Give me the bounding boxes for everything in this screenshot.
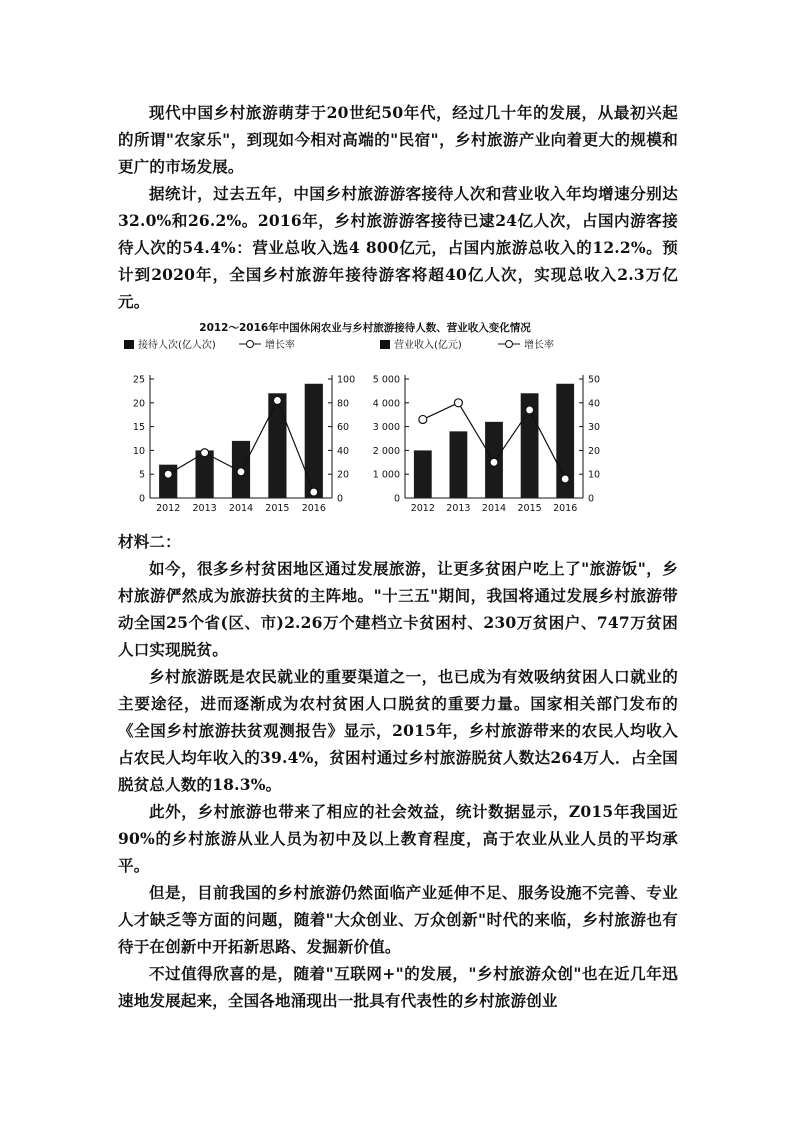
x-tick-label: 2016 — [301, 503, 326, 514]
bar — [414, 450, 432, 498]
x-tick-label: 2012 — [410, 503, 435, 514]
legend-bar-swatch — [380, 340, 390, 349]
x-tick-label: 2013 — [446, 503, 471, 514]
left-tick-label: 1 000 — [372, 469, 400, 481]
paragraph: 乡村旅游既是农民就业的重要渠道之一，也已成为有效吸纳贫困人口就业的主要途径，进而逐渐成为农村贫困人口脱贫的重要力量。国家相关部门发布的《全国乡村旅游扶贫观测报告》显示，2015年，乡村旅游带来的农民人均收入占农民人均年收入的39.4%，贫困村通过乡村旅游脱贫人数达264万人．占全国脱贫总人数的18.3%。 — [118, 667, 678, 794]
left-tick-label: 20 — [132, 398, 145, 410]
right-tick-label: 10 — [588, 469, 601, 481]
right-tick-label: 40 — [337, 445, 350, 457]
growth-point — [310, 488, 318, 496]
combined-chart — [118, 318, 612, 514]
chart-figure — [118, 318, 612, 514]
left-tick-label: 15 — [132, 422, 145, 434]
right-tick-label: 20 — [588, 445, 601, 457]
left-tick-label: 4 000 — [372, 398, 400, 410]
growth-point — [526, 406, 534, 414]
x-tick-label: 2015 — [517, 503, 542, 514]
chart-title: 2012～2016年中国休闲农业与乡村旅游接待人数、营业收入变化情况 — [199, 322, 531, 334]
left-tick-label: 3 000 — [372, 422, 400, 434]
x-tick-label: 2014 — [228, 503, 254, 514]
x-tick-label: 2013 — [192, 503, 217, 514]
bar — [268, 393, 286, 498]
x-tick-label: 2014 — [481, 503, 507, 514]
right-tick-label: 0 — [337, 493, 344, 505]
article-top-text — [118, 99, 678, 315]
x-tick-label: 2016 — [553, 503, 578, 514]
paragraph: 现代中国乡村旅游萌芽于20世纪50年代，经过几十年的发展，从最初兴起的所谓"农家乐"，到现如今相对高端的"民宿"，乡村旅游产业向着更大的规模和更广的市场发展。 — [118, 103, 678, 176]
growth-point — [237, 468, 245, 476]
growth-point — [454, 399, 462, 407]
section-label: 材料二： — [118, 532, 181, 551]
legend-line-marker — [247, 341, 254, 348]
legend-label: 增长率 — [265, 340, 295, 351]
bar — [196, 450, 214, 498]
legend-bar-swatch — [124, 340, 134, 349]
right-tick-label: 80 — [337, 398, 350, 410]
right-tick-label: 40 — [588, 398, 601, 410]
right-tick-label: 0 — [588, 493, 595, 505]
right-tick-label: 30 — [588, 422, 601, 434]
right-tick-label: 20 — [337, 469, 350, 481]
paragraph: 据统计，过去五年，中国乡村旅游游客接待人次和营业收入年均增速分别达32.0%和26.2%。2016年，乡村旅游游客接待已逮24亿人次，占国内游客接待人次的54.4%：营业总收入选4 800亿元，占国内旅游总收入的12.2%。预计到2020年，全国乡村旅游年接待游客将超40亿人次，实现总收入2.3万亿元。 — [118, 184, 678, 311]
paragraph: 不过值得欣喜的是，随着"互联网+"的发展，"乡村旅游众创"也在近几年迅速地发展起来，全国各地涌现出一批具有代表性的乡村旅游创业 — [118, 964, 678, 1010]
legend-label: 增长率 — [524, 340, 554, 351]
left-tick-label: 0 — [393, 493, 400, 505]
bar — [305, 384, 323, 498]
growth-point — [419, 415, 427, 423]
right-tick-label: 60 — [337, 422, 350, 434]
growth-point — [201, 449, 209, 457]
left-tick-label: 10 — [132, 445, 145, 457]
x-tick-label: 2015 — [265, 503, 290, 514]
paragraph: 如今，很多乡村贫困地区通过发展旅游，让更多贫困户吃上了"旅游饭"，乡村旅游俨然成为旅游扶贫的主阵地。"十三五"期间，我国将通过发展乡村旅游带动全国25个省(区、市)2.26万个建档立卡贫困村、230万贫困户、747万贫困人口实现脱贫。 — [118, 559, 678, 659]
article-bottom-text — [118, 528, 678, 1014]
legend-label: 接待人次(亿人次) — [138, 340, 216, 351]
paragraph: 此外，乡村旅游也带来了相应的社会效益，统计数据显示，Z015年我国近90%的乡村旅游从业人员为初中及以上教育程度，高于农业从业人员的平均承平。 — [118, 802, 678, 875]
left-tick-label: 25 — [132, 374, 145, 386]
growth-point — [490, 458, 498, 466]
right-tick-label: 50 — [588, 374, 601, 386]
growth-point — [561, 475, 569, 483]
x-tick-label: 2012 — [156, 503, 181, 514]
growth-point — [273, 396, 281, 404]
bar — [450, 431, 468, 498]
growth-point — [164, 470, 172, 478]
left-tick-label: 5 — [138, 469, 145, 481]
right-tick-label: 100 — [337, 374, 356, 386]
paragraph: 但是，目前我国的乡村旅游仍然面临产业延伸不足、服务设施不完善、专业人才缺乏等方面的问题，随着"大众创业、万众创新"时代的来临，乡村旅游也有待于在创新中开拓新思路、发掘新价值。 — [118, 883, 678, 956]
left-tick-label: 0 — [138, 493, 145, 505]
left-tick-label: 2 000 — [372, 445, 400, 457]
legend-label: 营业收入(亿元) — [394, 340, 462, 351]
left-tick-label: 5 000 — [372, 374, 400, 386]
legend-line-marker — [506, 341, 513, 348]
